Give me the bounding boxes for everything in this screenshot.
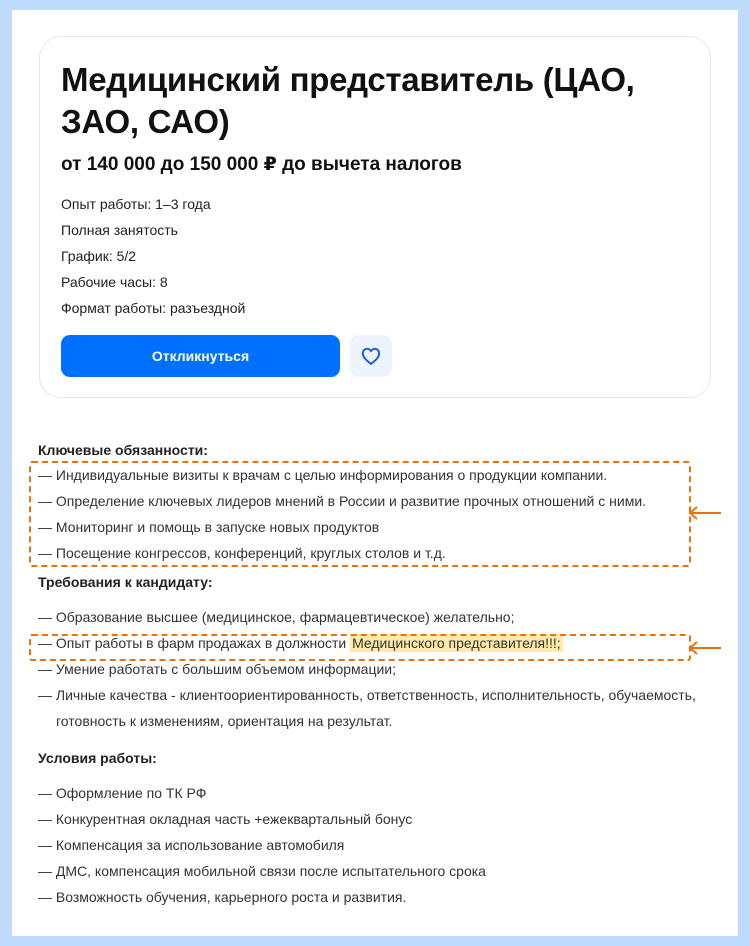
list-item: — Компенсация за использование автомобиля (38, 837, 345, 853)
work-format: Формат работы: разъездной (61, 300, 246, 316)
working-hours: Рабочие часы: 8 (61, 274, 168, 290)
experience: Опыт работы: 1–3 года (61, 196, 211, 212)
responsibilities-list (38, 462, 698, 566)
list-item-highlighted (38, 630, 698, 656)
heart-icon (361, 347, 381, 365)
list-item: — ДМС, компенсация мобильной связи после испытательного срока (38, 863, 486, 879)
conditions-list (38, 780, 698, 910)
list-item: — Конкурентная окладная часть +ежеквартальный бонус (38, 811, 413, 827)
favorite-button[interactable] (350, 335, 392, 377)
highlighted-text: Медицинского представителя!!!; (352, 635, 561, 651)
list-item: — Образование высшее (медицинское, фармацевтическое) желательно; (38, 609, 515, 625)
vacancy-description (38, 442, 698, 910)
responsibilities-title: Ключевые обязанности: (38, 442, 208, 458)
requirements-title: Требования к кандидату: (38, 574, 213, 590)
list-item: — Личные качества - клиентоориентированность, ответственность, исполнительность, обучаемость, готовность к изменениям, ориентация на результат. (38, 687, 696, 729)
schedule: График: 5/2 (61, 248, 137, 264)
list-item: — Возможность обучения, карьерного роста и развития. (38, 889, 407, 905)
apply-button[interactable]: Откликнуться (61, 335, 340, 377)
annotation-arrow-icon (688, 641, 722, 655)
vacancy-meta (61, 191, 245, 321)
vacancy-card (39, 36, 711, 398)
requirements-list (38, 604, 698, 734)
annotation-arrow-icon (688, 506, 722, 520)
vacancy-title: Медицинский представитель (ЦАО, ЗАО, САО) (61, 61, 635, 140)
list-item: — Определение ключевых лидеров мнений в России и развитие прочных отношений с ними. (38, 493, 647, 509)
page (12, 10, 738, 936)
list-item: — Мониторинг и помощь в запуске новых продуктов (38, 519, 380, 535)
list-item: — Посещение конгрессов, конференций, круглых столов и т.д. (38, 545, 446, 561)
salary: от 140 000 до 150 000 ₽ до вычета налогов (61, 154, 462, 175)
list-item: — Умение работать с большим объемом информации; (38, 661, 397, 677)
employment-type: Полная занятость (61, 222, 178, 238)
list-item: — Индивидуальные визиты к врачам с целью информирования о продукции компании. (38, 467, 608, 483)
list-item-text: — Опыт работы в фарм продажах в должности (38, 635, 351, 651)
conditions-title: Условия работы: (38, 750, 157, 766)
list-item: — Оформление по ТК РФ (38, 785, 207, 801)
